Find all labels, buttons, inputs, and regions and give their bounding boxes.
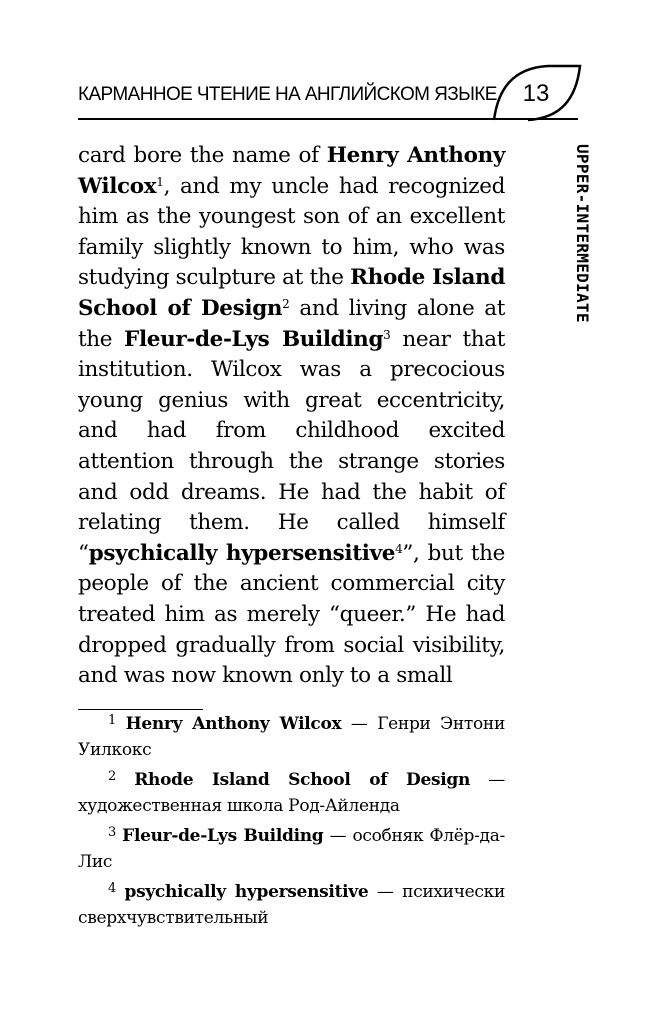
footnote-ref: 2	[282, 296, 290, 311]
page-number: 13	[522, 80, 550, 107]
footnote-term: Henry Anthony Wilcox	[125, 714, 342, 734]
body-text-run: , and my uncle had recognized him as the youngest son of an excellent family slightly known to him, who was studying sculpture at the	[78, 173, 505, 291]
body-text-run: card bore the name of	[78, 143, 327, 168]
term-fleur-de-lys-building: Fleur-de-Lys Building	[124, 326, 384, 352]
footnote-ref: 1	[156, 174, 164, 189]
footnote-term: psychically hypersensitive	[124, 882, 369, 902]
footnote-number: 2	[108, 769, 116, 784]
footnote-ref: 3	[383, 327, 391, 342]
footnote-term: Rhode Island School of Design	[134, 770, 471, 790]
footnote-number: 3	[108, 825, 116, 840]
running-header-title: КАРМАННОЕ ЧТЕНИЕ НА АНГЛИЙСКОМ ЯЗЫКЕ	[78, 84, 497, 105]
term-psychically-hypersensitive: psychically hypersensitive	[88, 540, 396, 566]
term-henry-anthony-wilcox: Henry Anthony Wilcox	[78, 143, 505, 199]
footnote-ref: 4	[395, 541, 403, 556]
footnote-number: 4	[108, 881, 116, 896]
footnote	[78, 880, 505, 930]
footnote-translation: — Генри Энтони Уилкокс	[78, 714, 505, 760]
body-text-run: near that institution. Wilcox was a precocious young genius with great eccentricity, and had from childhood excited attention through the strange stories and odd dreams. He had the habit of relating them. He called himself “	[78, 326, 506, 566]
page-number-tab	[0, 0, 661, 140]
level-side-label: UPPER-INTERMEDIATE	[573, 144, 592, 323]
body-text-run: and living alone at the	[78, 295, 505, 352]
footnote-translation: — психически сверхчувствительный	[78, 882, 505, 928]
footnote-translation: — особняк Флёр-да-Лис	[78, 826, 505, 872]
footnote-rule	[78, 709, 203, 710]
footnote-translation: — художественная школа Род-Айленда	[78, 770, 506, 816]
footnote-number: 1	[108, 713, 116, 728]
term-rhode-island-school: Rhode Island School of Design	[78, 265, 506, 321]
footnote	[78, 712, 505, 762]
body-text-run: ”, but the people of the ancient commercial city treated him as merely “queer.” He had dropped gradually from social visibility, and was now known only to a small	[78, 540, 505, 689]
footnote	[78, 768, 505, 818]
footnotes	[78, 712, 505, 936]
footnote-term: Fleur-de-Lys Building	[122, 826, 324, 846]
footnote	[78, 824, 505, 874]
body-text	[78, 141, 505, 692]
